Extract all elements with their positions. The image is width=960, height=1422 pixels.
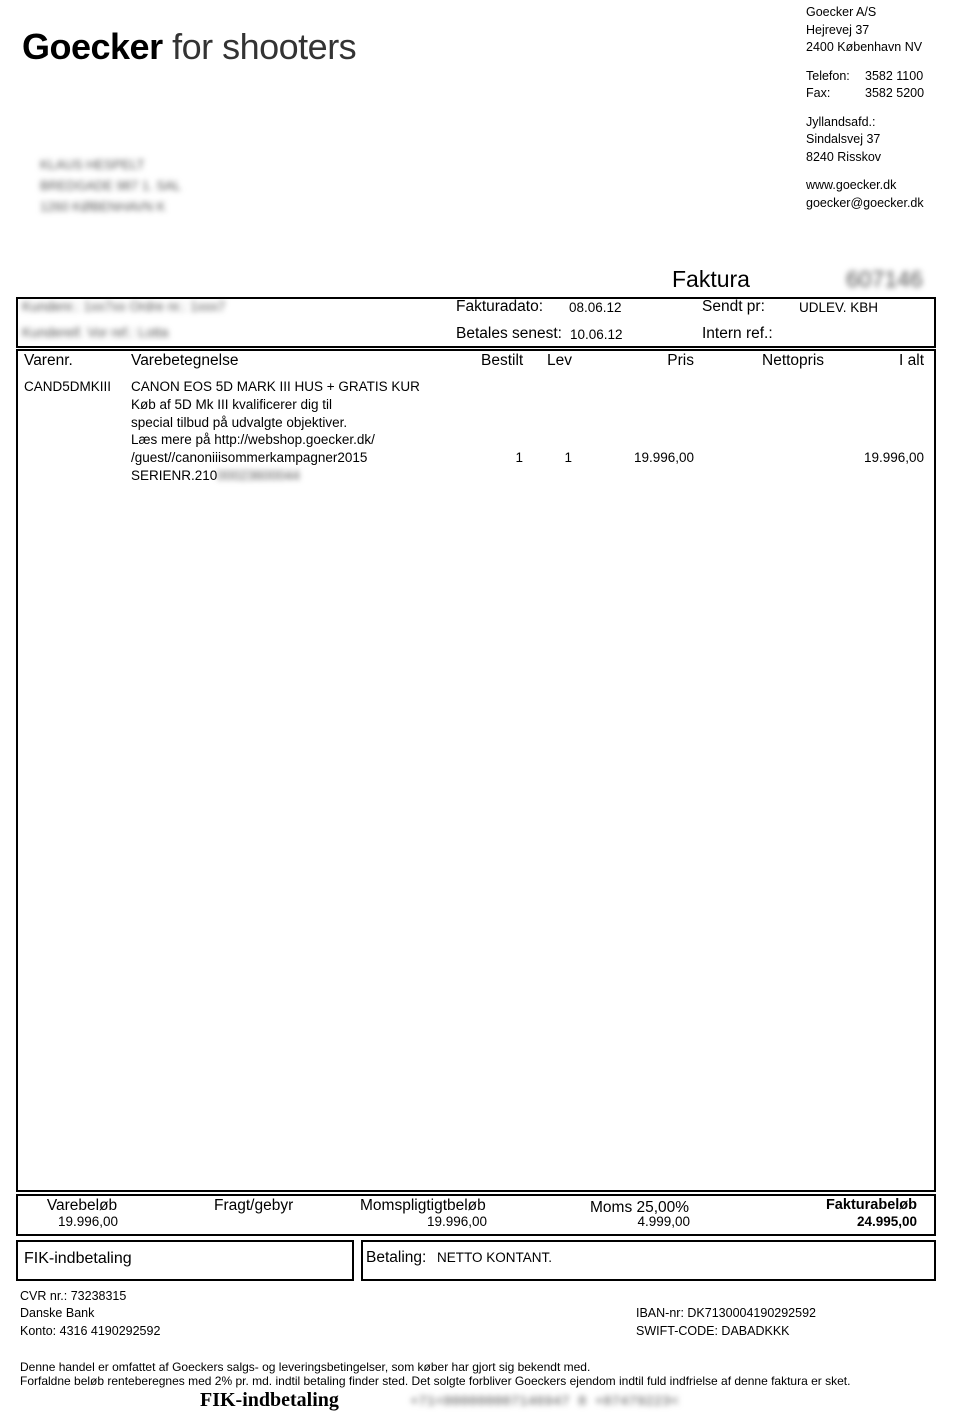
footer-account: Konto: 4316 4190292592 bbox=[20, 1324, 161, 1338]
company-email: goecker@goecker.dk bbox=[806, 195, 924, 210]
vat-base-label: Momspligtigtbeløb bbox=[360, 1197, 486, 1214]
company-info bbox=[806, 4, 924, 212]
company-phone-row bbox=[806, 68, 924, 86]
invoice-number: 607146 bbox=[846, 266, 923, 292]
invoice-date: 08.06.12 bbox=[569, 300, 622, 315]
phone-value: 3582 1100 bbox=[865, 68, 924, 83]
sent-value: UDLEV. KBH bbox=[799, 300, 879, 315]
footer-terms-1: Denne handel er omfattet af Goeckers salgs- og leveringsbetingelser, som køber har gjort sig bekendt med. bbox=[20, 1360, 591, 1374]
col-header-desc: Varebetegnelse bbox=[131, 352, 239, 369]
company-logo bbox=[22, 26, 356, 68]
vat-label: Moms 25,00% bbox=[590, 1199, 690, 1216]
branch-city: 8240 Risskov bbox=[806, 149, 882, 164]
vat-base-value: 19.996,00 bbox=[426, 1214, 487, 1229]
recipient-line: KLAUS HESPELT bbox=[40, 157, 145, 172]
recipient-line: BREDGADE 987 1. SAL bbox=[40, 178, 181, 193]
line-serial bbox=[131, 467, 420, 485]
recipient-line: 1260 KØBENHAVN K bbox=[40, 199, 166, 214]
line-delivered: 1 bbox=[564, 450, 572, 465]
invoice-title: Faktura bbox=[672, 266, 750, 292]
invoice-date-label: Fakturadato: bbox=[456, 298, 544, 315]
line-desc-text: CANON EOS 5D MARK III HUS + GRATIS KUR bbox=[131, 379, 420, 394]
footer-iban: IBAN-nr: DK7130004190292592 bbox=[636, 1306, 816, 1320]
sent-label: Sendt pr: bbox=[702, 298, 765, 315]
company-city: 2400 København NV bbox=[806, 40, 923, 54]
payment-label: Betaling: bbox=[366, 1249, 427, 1266]
logo-brand: Goecker bbox=[22, 26, 163, 67]
footer-terms-2: Forfaldne beløb renteberegnes med 2% pr. md. indtil betaling finder sted. Det solgte forbliver Goeckers ejendom indtil fuld indfrielse af denne faktura er sket. bbox=[20, 1374, 851, 1388]
invoice-total-value: 24.995,00 bbox=[856, 1214, 917, 1229]
branch-label: Jyllandsafd.: bbox=[806, 114, 876, 129]
serial-hidden: 00023600044 bbox=[217, 467, 300, 483]
col-header-delivered: Lev bbox=[547, 352, 572, 369]
recipient-address bbox=[40, 154, 181, 217]
col-header-itemno: Varenr. bbox=[24, 352, 73, 369]
due-date: 10.06.12 bbox=[570, 327, 623, 342]
line-desc-text: Læs mere på http://webshop.goecker.dk/ bbox=[131, 432, 375, 448]
col-header-price: Pris bbox=[667, 352, 694, 369]
line-itemno: CAND5DMKIII bbox=[24, 379, 112, 394]
internal-ref-label: Intern ref.: bbox=[702, 325, 773, 342]
col-header-total: I alt bbox=[899, 352, 924, 369]
fik-code: +71<000000007146947 8 +87479223< bbox=[410, 1394, 679, 1410]
line-total: 19.996,00 bbox=[863, 450, 924, 465]
footer-swift: SWIFT-CODE: DABADKKK bbox=[636, 1324, 790, 1338]
col-header-ordered: Bestilt bbox=[481, 352, 524, 369]
fax-value: 3582 5200 bbox=[865, 86, 925, 100]
line-ordered: 1 bbox=[515, 450, 523, 465]
company-street: Hejrevej 37 bbox=[806, 22, 870, 37]
footer-bank: Danske Bank bbox=[20, 1306, 95, 1320]
line-desc-text: /guest//canoniiisommerkampagner2015 bbox=[131, 450, 368, 466]
company-web: www.goecker.dk bbox=[806, 178, 897, 192]
company-fax-row bbox=[806, 85, 924, 103]
fik-heading: FIK-indbetaling bbox=[200, 1389, 339, 1411]
line-description bbox=[131, 378, 420, 485]
line-price: 19.996,00 bbox=[633, 450, 694, 465]
company-name: Goecker A/S bbox=[806, 5, 877, 19]
col-header-net: Nettopris bbox=[762, 352, 825, 369]
footer-cvr: CVR nr.: 73238315 bbox=[20, 1289, 127, 1303]
freight-label: Fragt/gebyr bbox=[214, 1197, 294, 1214]
serial-prefix: SERIENR.210 bbox=[131, 467, 218, 483]
customer-row-1: Kundenr.: 1xx7xx Ordre nr.: 1xxx7 bbox=[22, 299, 226, 314]
goods-label: Varebeløb bbox=[46, 1197, 118, 1214]
phone-label: Telefon: bbox=[806, 68, 850, 83]
vat-value: 4.999,00 bbox=[637, 1214, 690, 1229]
invoice-total-label: Fakturabeløb bbox=[825, 1197, 917, 1213]
fax-label: Fax: bbox=[806, 86, 831, 100]
payment-value: NETTO KONTANT. bbox=[437, 1250, 553, 1265]
logo-tagline: for shooters bbox=[162, 26, 357, 67]
fik-label: FIK-indbetaling bbox=[24, 1250, 132, 1267]
customer-row-2: Kundereif. Vor ref.: Lotta bbox=[22, 325, 169, 340]
branch-street: Sindalsvej 37 bbox=[806, 132, 881, 146]
goods-value: 19.996,00 bbox=[57, 1214, 118, 1229]
due-date-label: Betales senest: bbox=[456, 325, 562, 342]
line-desc-text: special tilbud på udvalgte objektiver. bbox=[131, 414, 348, 430]
line-desc-text: Køb af 5D Mk III kvalificerer dig til bbox=[131, 396, 333, 412]
